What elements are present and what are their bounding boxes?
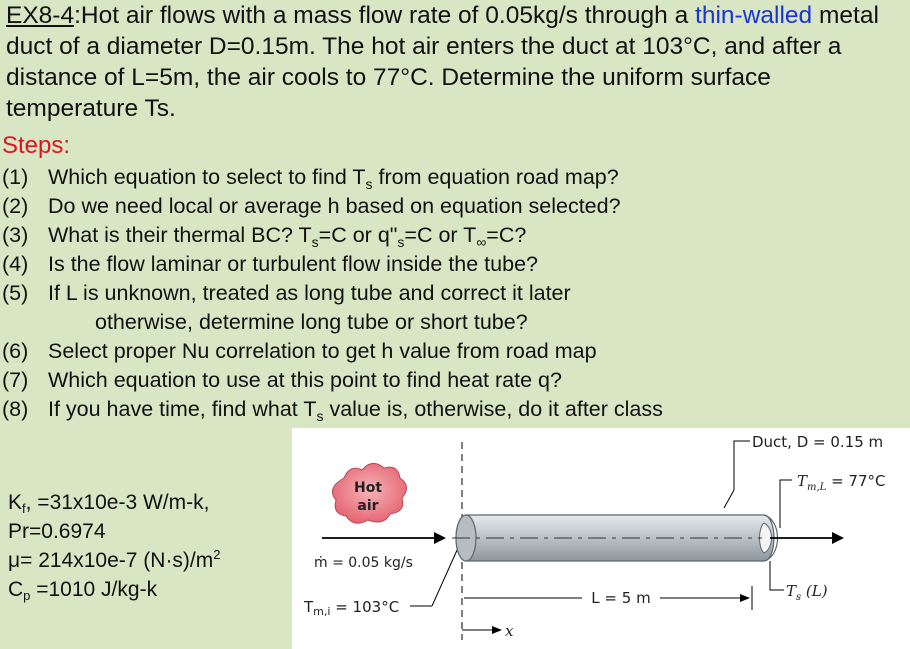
step-number: (3) bbox=[2, 223, 29, 247]
x-axis-arrow bbox=[492, 626, 502, 634]
step-text: =C or T bbox=[404, 223, 477, 247]
step-subscript: s bbox=[316, 408, 324, 424]
step-text: If L is unknown, treated as long tube and correct it later bbox=[48, 281, 571, 305]
step-text: If you have time, find what T bbox=[48, 397, 317, 421]
example-label: EX8-4 bbox=[6, 2, 75, 29]
prop-text: K bbox=[8, 491, 23, 514]
step-number: (7) bbox=[2, 368, 29, 392]
step-number: (2) bbox=[2, 194, 29, 218]
step-6 bbox=[2, 337, 902, 366]
step-5-continued: otherwise, determine long tube or short tube? bbox=[95, 310, 528, 334]
mass-flow-label: ṁ = 0.05 kg/s bbox=[314, 555, 413, 571]
step-text: =C or q" bbox=[318, 223, 398, 247]
prop-superscript: 2 bbox=[213, 547, 221, 562]
step-text: Which equation to use at this point to find heat rate q? bbox=[48, 368, 562, 392]
step-number: (4) bbox=[2, 252, 29, 276]
prandtl-number: Pr=0.6974 bbox=[8, 520, 106, 543]
length-label: L = 5 m bbox=[591, 589, 651, 607]
problem-text-2: metal duct of a diameter D=0.15m. The hot air enters the duct at 103°C, and after a distance of L=5m, the air cools to 77°C. Determine the uniform surface temperature Ts. bbox=[6, 2, 879, 122]
step-subscript: s bbox=[365, 176, 373, 192]
x-axis-label: x bbox=[505, 622, 514, 640]
step-number: (6) bbox=[2, 339, 29, 363]
hot-air-label-2: air bbox=[357, 498, 379, 514]
surface-temp-leader bbox=[770, 561, 784, 590]
outlet-temp-leader bbox=[780, 480, 792, 528]
step-text: Do we need local or average h based on equation selected? bbox=[48, 194, 621, 218]
outlet-temp-label: $T_{m,L} = 77^\circ C$ bbox=[797, 472, 886, 493]
step-text: Which equation to select to find T bbox=[48, 165, 366, 189]
step-8 bbox=[2, 395, 902, 424]
step-text: from equation road map? bbox=[372, 165, 619, 189]
step-text: What is their thermal BC? T bbox=[48, 223, 312, 247]
problem-text-1: :Hot air flows with a mass flow rate of 0.05kg/s through a bbox=[74, 2, 696, 29]
outlet-arrow-head bbox=[832, 532, 844, 544]
length-dim-arrow bbox=[740, 594, 750, 602]
prop-subscript: p bbox=[23, 588, 31, 603]
step-1 bbox=[2, 163, 902, 192]
inlet-arrow-head bbox=[434, 532, 446, 544]
step-5 bbox=[2, 279, 902, 308]
step-4 bbox=[2, 250, 902, 279]
hot-air-label-1: Hot bbox=[353, 480, 383, 496]
prop-text: C bbox=[8, 578, 24, 601]
duct-diagram bbox=[292, 428, 910, 649]
problem-highlight: thin-walled bbox=[695, 2, 813, 29]
step-text: Select proper Nu correlation to get h value from road map bbox=[48, 339, 597, 363]
surface-temp-label: $T_s$ (L) bbox=[786, 582, 828, 603]
viscosity bbox=[8, 546, 221, 575]
duct-leader bbox=[724, 441, 750, 508]
step-number: (8) bbox=[2, 397, 29, 421]
step-text: value is, otherwise, do it after class bbox=[323, 397, 663, 421]
thermal-conductivity bbox=[8, 488, 221, 517]
duct-figure bbox=[292, 428, 910, 649]
step-number: (1) bbox=[2, 165, 29, 189]
step-7 bbox=[2, 366, 902, 395]
step-text: =C? bbox=[486, 223, 527, 247]
specific-heat bbox=[8, 575, 221, 604]
step-subscript: ∞ bbox=[476, 234, 487, 250]
step-number: (5) bbox=[2, 281, 29, 305]
steps-title: Steps: bbox=[2, 132, 71, 159]
prop-text: =1010 J/kg-k bbox=[30, 578, 158, 601]
steps-list bbox=[2, 163, 902, 424]
step-subscript: s bbox=[311, 234, 319, 250]
air-properties bbox=[8, 488, 221, 604]
inlet-temp-label: $T_{m,i} = 103^\circ C$ bbox=[304, 598, 400, 618]
problem-statement bbox=[6, 0, 901, 124]
duct-label: Duct, D = 0.15 m bbox=[752, 433, 884, 451]
step-3 bbox=[2, 221, 902, 250]
prop-text: , =31x10e-3 W/m-k, bbox=[25, 491, 210, 514]
inlet-temp-leader-2 bbox=[432, 548, 458, 606]
step-subscript: s bbox=[397, 234, 405, 250]
step-text: Is the flow laminar or turbulent flow inside the tube? bbox=[48, 252, 538, 276]
prop-text: μ= 214x10e-7 (N·s)/m bbox=[8, 549, 214, 572]
prop-subscript: f bbox=[22, 501, 26, 516]
step-2 bbox=[2, 192, 902, 221]
